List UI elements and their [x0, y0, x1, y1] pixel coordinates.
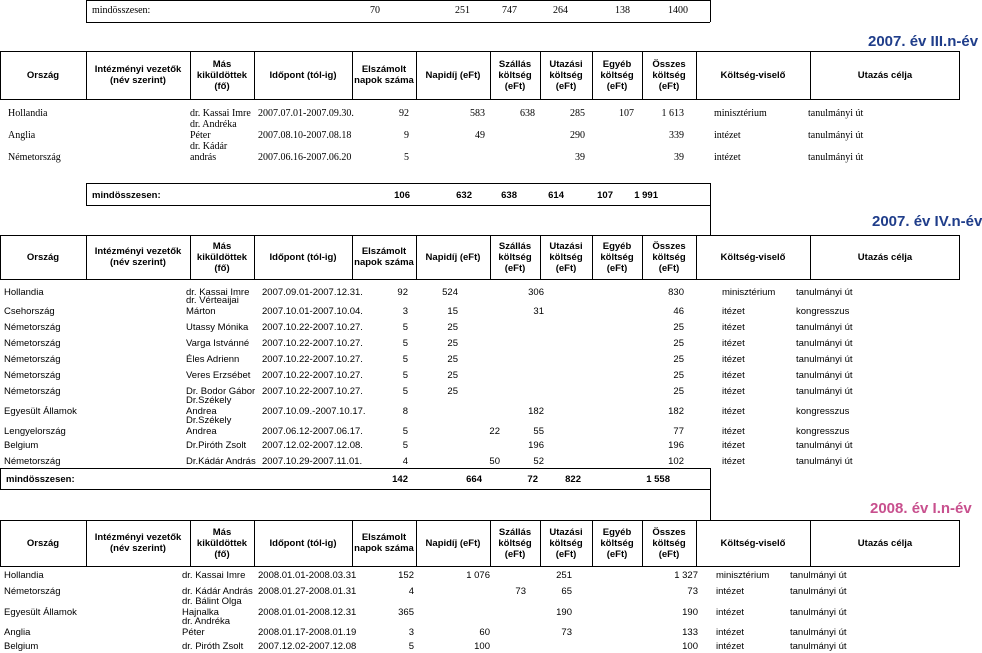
cell-bearer: intézet: [716, 607, 744, 618]
header-lodging: (eFt): [504, 263, 526, 274]
header-others: Más: [212, 59, 232, 70]
header-other: Egyéb: [602, 241, 632, 252]
cell-purpose: tanulmányi út: [790, 641, 847, 652]
cell-country: Németország: [4, 354, 61, 365]
cell-purpose: tanulmányi út: [796, 338, 853, 349]
cell-days: 5: [408, 641, 414, 652]
header-period: Időpont (tól-ig): [269, 70, 337, 81]
header-travel: költség: [549, 538, 583, 549]
cell-person: Andrea: [186, 426, 217, 437]
cell-purpose: tanulmányi út: [796, 456, 853, 467]
table-row: [0, 639, 960, 653]
cell-person: dr. Bálint Olga: [182, 596, 242, 607]
cell-lodging: 22: [489, 426, 500, 437]
summary-days: 142: [392, 474, 408, 485]
table-row: [0, 566, 960, 582]
header-total: költség: [652, 70, 686, 81]
summary-label: mindösszesen:: [92, 190, 161, 201]
cell-person: dr. Kassai Imre: [190, 108, 251, 119]
cell-person: Dr.Piróth Zsolt: [186, 440, 247, 451]
summary-value: 264: [553, 5, 568, 16]
header-purpose: Utazás célja: [857, 252, 913, 263]
cell-perdiem: 25: [447, 386, 458, 397]
cell-country: Németország: [4, 456, 61, 467]
cell-bearer: itézet: [722, 440, 745, 451]
cell-purpose: tanulmányi út: [808, 152, 864, 163]
header-lodging: költség: [498, 70, 532, 81]
cell-days: 4: [408, 586, 414, 597]
header-others: (fő): [214, 549, 230, 560]
cell-perdiem: 25: [447, 354, 458, 365]
header-travel: költség: [549, 252, 583, 263]
cell-period: 2007.10.09.-2007.10.17.: [262, 406, 366, 417]
summary-travel: 614: [548, 190, 564, 201]
header-country: Ország: [26, 538, 60, 549]
cell-total: 133: [682, 627, 698, 638]
header-other: (eFt): [606, 263, 628, 274]
cell-purpose: tanulmányi út: [796, 354, 853, 365]
summary-total: 1 558: [646, 474, 670, 485]
cell-travel: 285: [570, 108, 585, 119]
cell-days: 5: [402, 370, 408, 381]
header-lodging: (eFt): [504, 549, 526, 560]
cell-purpose: tanulmányi út: [796, 287, 853, 298]
header-lodging: költség: [498, 538, 532, 549]
cell-bearer: itézet: [722, 386, 745, 397]
cell-bearer: intézet: [716, 586, 744, 597]
cell-travel: 39: [575, 152, 585, 163]
table-row: [0, 598, 960, 619]
cell-person: Dr.Kádár András: [186, 456, 256, 467]
header-days: Elszámolt: [361, 532, 407, 543]
header-days: napok száma: [354, 75, 414, 86]
cell-other: 107: [619, 108, 634, 119]
cell-perdiem: 25: [447, 370, 458, 381]
cell-country: Anglia: [4, 627, 31, 638]
cell-period: 2007.08.10-2007.08.18: [258, 130, 352, 141]
header-lodging: Szállás: [498, 59, 532, 70]
cell-travel: 52: [533, 456, 544, 467]
cell-total: 830: [668, 287, 684, 298]
cell-total: 190: [682, 607, 698, 618]
section-title: 2008. év I.n-év: [870, 500, 972, 517]
cell-perdiem: 524: [442, 287, 458, 298]
summary-label: mindösszesen:: [6, 474, 75, 485]
cell-person: Dr. Bodor Gábor: [186, 386, 256, 397]
cell-period: 2007.10.01-2007.10.04.: [262, 306, 363, 317]
cell-country: Németország: [4, 370, 61, 381]
cell-purpose: tanulmányi út: [790, 627, 847, 638]
cell-bearer: itézet: [722, 338, 745, 349]
cell-lodging: 50: [489, 456, 500, 467]
cell-days: 3: [408, 627, 414, 638]
header-days: Elszámolt: [361, 246, 407, 257]
cell-person: dr. Kassai Imre: [182, 570, 246, 581]
header-lodging: Szállás: [498, 241, 532, 252]
cell-period: 2007.10.22-2007.10.27.: [262, 322, 363, 333]
cell-bearer: itézet: [722, 354, 745, 365]
cell-travel: 55: [533, 426, 544, 437]
cell-purpose: kongresszus: [796, 426, 850, 437]
cell-days: 5: [402, 322, 408, 333]
cell-total: 339: [669, 130, 684, 141]
cell-days: 5: [402, 354, 408, 365]
header-other: Egyéb: [602, 527, 632, 538]
table-row: [0, 382, 960, 398]
cell-country: Hollandia: [4, 287, 44, 298]
cell-person: Éles Adrienn: [186, 354, 240, 365]
cell-perdiem: 1 076: [466, 570, 490, 581]
cell-purpose: kongresszus: [796, 306, 850, 317]
header-leader: (név szerint): [110, 75, 166, 86]
cell-bearer: intézet: [714, 130, 741, 141]
header-others: (fő): [214, 81, 230, 92]
cell-period: 2008.01.27-2008.01.31: [258, 586, 357, 597]
header-travel: költség: [549, 70, 583, 81]
header-lodging: költség: [498, 252, 532, 263]
cell-purpose: tanulmányi út: [796, 322, 853, 333]
cell-purpose: tanulmányi út: [790, 607, 847, 618]
header-travel: (eFt): [555, 549, 577, 560]
cell-total: 73: [687, 586, 698, 597]
cell-country: Csehország: [4, 306, 55, 317]
summary-label: mindösszesen:: [92, 5, 151, 16]
summary-value: 747: [502, 5, 517, 16]
cell-bearer: itézet: [722, 426, 745, 437]
cell-days: 365: [398, 607, 414, 618]
header-bearer: Költség-viselő: [720, 538, 786, 549]
header-bearer: Költség-viselő: [720, 70, 786, 81]
cell-person: Hajnalka: [182, 607, 219, 618]
cell-travel: 196: [528, 440, 544, 451]
cell-days: 8: [402, 406, 408, 417]
header-total: Összes: [652, 527, 686, 538]
cell-perdiem: 583: [470, 108, 485, 119]
cell-travel: 190: [556, 607, 572, 618]
cell-period: 2008.01.17-2008.01.19: [258, 627, 357, 638]
cell-total: 25: [673, 322, 684, 333]
cell-person: Utassy Mónika: [186, 322, 249, 333]
cell-purpose: tanulmányi út: [796, 386, 853, 397]
header-other: költség: [600, 70, 634, 81]
cell-bearer: intézet: [714, 152, 741, 163]
cell-person: Márton: [186, 306, 216, 317]
cell-total: 25: [673, 338, 684, 349]
summary-perdiem: 664: [466, 474, 482, 485]
table-row: [0, 366, 960, 382]
cell-period: 2008.01.01-2008.03.31: [258, 570, 357, 581]
header-others: kiküldöttek: [196, 538, 248, 549]
cell-bearer: itézet: [722, 322, 745, 333]
cell-country: Hollandia: [4, 570, 44, 581]
summary-travel: 822: [565, 474, 581, 485]
cell-person: Varga Istvánné: [186, 338, 250, 349]
cell-purpose: tanulmányi út: [796, 440, 853, 451]
header-days: napok száma: [354, 257, 414, 268]
section-title: 2007. év IV.n-év: [872, 213, 982, 230]
table-row: [0, 350, 960, 366]
cell-country: Hollandia: [8, 108, 48, 119]
cell-country: Belgium: [4, 440, 39, 451]
cell-perdiem: 100: [474, 641, 490, 652]
section-title: 2007. év III.n-év: [868, 33, 979, 50]
cell-lodging: 73: [515, 586, 526, 597]
table-row: [0, 452, 960, 468]
header-other: Egyéb: [602, 59, 632, 70]
cell-country: Németország: [4, 386, 61, 397]
header-total: (eFt): [658, 549, 680, 560]
cell-total: 196: [668, 440, 684, 451]
header-bearer: Költség-viselő: [720, 252, 786, 263]
cell-travel: 306: [528, 287, 544, 298]
cell-lodging: 638: [520, 108, 535, 119]
header-leader: (név szerint): [110, 543, 166, 554]
header-others: kiküldöttek: [196, 252, 248, 263]
cell-purpose: tanulmányi út: [808, 108, 864, 119]
cell-perdiem: 60: [479, 627, 490, 638]
header-period: Időpont (tól-ig): [269, 538, 337, 549]
cell-person: dr. Andréka: [190, 119, 237, 130]
cell-total: 77: [673, 426, 684, 437]
cell-purpose: tanulmányi út: [790, 586, 847, 597]
cell-purpose: tanulmányi út: [790, 570, 847, 581]
table-row: [0, 120, 960, 142]
cell-person: dr. Kádár: [190, 141, 228, 152]
cell-country: Egyesült Államok: [4, 607, 77, 618]
cell-days: 92: [397, 287, 408, 298]
cell-country: Németország: [4, 338, 61, 349]
cell-total: 182: [668, 406, 684, 417]
cell-days: 9: [404, 130, 409, 141]
cell-person: dr. Vérteaijai: [186, 295, 239, 306]
cell-country: Németország: [4, 322, 61, 333]
cell-person: dr. Kádár András: [182, 586, 253, 597]
header-others: (fő): [214, 263, 230, 274]
summary-value: 70: [370, 5, 380, 16]
column-header-row: [0, 520, 960, 566]
table-row: [0, 279, 960, 299]
cell-bearer: intézet: [716, 627, 744, 638]
cell-period: 2007.12.02-2007.12.08: [258, 641, 357, 652]
cell-bearer: minisztérium: [714, 108, 767, 119]
cell-person: dr. Piróth Zsolt: [182, 641, 244, 652]
table-row: [0, 395, 960, 418]
cell-days: 5: [402, 338, 408, 349]
cell-total: 25: [673, 354, 684, 365]
cell-travel: 73: [561, 627, 572, 638]
column-header-row: [0, 235, 960, 279]
header-days: Elszámolt: [361, 64, 407, 75]
cell-person: Dr.Székely: [186, 415, 232, 426]
cell-days: 152: [398, 570, 414, 581]
cell-travel: 251: [556, 570, 572, 581]
cell-country: Egyesült Államok: [4, 406, 77, 417]
summary-lodging: 72: [527, 474, 538, 485]
header-travel: Utazási: [549, 59, 583, 70]
header-travel: Utazási: [549, 241, 583, 252]
column-header-row: [0, 51, 960, 99]
header-total: költség: [652, 538, 686, 549]
cell-travel: 65: [561, 586, 572, 597]
header-total: Összes: [652, 59, 686, 70]
table-row: [0, 438, 960, 452]
header-others: kiküldöttek: [196, 70, 248, 81]
header-leader: Intézményi vezetők: [94, 532, 182, 543]
cell-person: Péter: [190, 130, 211, 141]
cell-total: 100: [682, 641, 698, 652]
summary-other: 107: [597, 190, 613, 201]
table-row: [0, 295, 960, 318]
header-days: napok száma: [354, 543, 414, 554]
summary-value: 138: [615, 5, 630, 16]
cell-travel: 290: [570, 130, 585, 141]
cell-bearer: itézet: [722, 456, 745, 467]
summary-value: 1400: [668, 5, 688, 16]
cell-days: 4: [402, 456, 408, 467]
table-row: [0, 142, 960, 164]
cell-country: Németország: [8, 152, 61, 163]
cell-period: 2007.06.12-2007.06.17.: [262, 426, 363, 437]
cell-perdiem: 25: [447, 322, 458, 333]
cell-bearer: minisztérium: [722, 287, 776, 298]
header-leader: (név szerint): [110, 257, 166, 268]
cell-bearer: intézet: [716, 641, 744, 652]
cell-days: 5: [402, 426, 408, 437]
cell-purpose: tanulmányi út: [796, 370, 853, 381]
cell-days: 3: [402, 306, 408, 317]
summary-total: 1 991: [634, 190, 658, 201]
table-row: [0, 100, 960, 120]
header-travel: Utazási: [549, 527, 583, 538]
header-other: (eFt): [606, 549, 628, 560]
cell-period: 2007.12.02-2007.12.08.: [262, 440, 363, 451]
cell-purpose: tanulmányi út: [808, 130, 864, 141]
table-row: [0, 616, 960, 639]
table-row: [0, 415, 960, 438]
cell-bearer: itézet: [722, 306, 745, 317]
cell-total: 46: [673, 306, 684, 317]
cell-days: 5: [404, 152, 409, 163]
cell-total: 25: [673, 370, 684, 381]
cell-travel: 182: [528, 406, 544, 417]
cell-country: Belgium: [4, 641, 39, 652]
header-lodging: Szállás: [498, 527, 532, 538]
summary-value: 251: [455, 5, 470, 16]
table-row: [0, 582, 960, 598]
cell-person: dr. Kassai Imre: [186, 287, 250, 298]
cell-perdiem: 15: [447, 306, 458, 317]
cell-bearer: itézet: [722, 370, 745, 381]
header-perdiem: Napidíj (eFt): [425, 70, 481, 81]
cell-person: andrás: [190, 152, 217, 163]
cell-days: 5: [402, 386, 408, 397]
header-other: költség: [600, 252, 634, 263]
header-lodging: (eFt): [504, 81, 526, 92]
cell-perdiem: 25: [447, 338, 458, 349]
cell-days: 5: [402, 440, 408, 451]
header-period: Időpont (tól-ig): [269, 252, 337, 263]
header-other: költség: [600, 538, 634, 549]
header-country: Ország: [26, 70, 60, 81]
cell-period: 2007.10.22-2007.10.27.: [262, 338, 363, 349]
cell-period: 2007.10.29-2007.11.01.: [262, 456, 363, 467]
header-perdiem: Napidíj (eFt): [425, 538, 481, 549]
cell-total: 25: [673, 386, 684, 397]
cell-period: 2007.10.22-2007.10.27.: [262, 386, 363, 397]
cell-period: 2007.06.16-2007.06.20: [258, 152, 352, 163]
cell-period: 2007.07.01-2007.09.30.: [258, 108, 354, 119]
summary-days: 106: [394, 190, 410, 201]
cell-person: dr. Andréka: [182, 616, 231, 627]
header-others: Más: [212, 241, 232, 252]
header-travel: (eFt): [555, 263, 577, 274]
cell-total: 1 327: [674, 570, 698, 581]
cell-total: 102: [668, 456, 684, 467]
cell-period: 2008.01.01-2008.12.31: [258, 607, 357, 618]
cell-country: Lengyelország: [4, 426, 66, 437]
summary-perdiem: 632: [456, 190, 472, 201]
cell-country: Németország: [4, 586, 61, 597]
header-country: Ország: [26, 252, 60, 263]
header-travel: (eFt): [555, 81, 577, 92]
table-row: [0, 318, 960, 334]
header-purpose: Utazás célja: [857, 70, 913, 81]
header-leader: Intézményi vezetők: [94, 246, 182, 257]
cell-period: 2007.09.01-2007.12.31.: [262, 287, 363, 298]
header-purpose: Utazás célja: [857, 538, 913, 549]
cell-bearer: itézet: [722, 406, 745, 417]
header-other: (eFt): [606, 81, 628, 92]
header-total: Összes: [652, 241, 686, 252]
cell-travel: 31: [533, 306, 544, 317]
cell-period: 2007.10.22-2007.10.27.: [262, 370, 363, 381]
cell-person: Veres Erzsébet: [186, 370, 251, 381]
header-total: (eFt): [658, 81, 680, 92]
header-others: Más: [212, 527, 232, 538]
cell-bearer: minisztérium: [716, 570, 770, 581]
table-row: [0, 334, 960, 350]
header-total: költség: [652, 252, 686, 263]
cell-country: Anglia: [8, 130, 36, 141]
header-perdiem: Napidíj (eFt): [425, 252, 481, 263]
header-leader: Intézményi vezetők: [94, 64, 182, 75]
cell-person: Dr.Székely: [186, 395, 232, 406]
header-total: (eFt): [658, 263, 680, 274]
cell-total: 39: [674, 152, 684, 163]
cell-perdiem: 49: [475, 130, 485, 141]
cell-period: 2007.10.22-2007.10.27.: [262, 354, 363, 365]
summary-lodging: 638: [501, 190, 517, 201]
cell-total: 1 613: [661, 108, 684, 119]
cell-person: Andrea: [186, 406, 217, 417]
cell-purpose: kongresszus: [796, 406, 850, 417]
cell-days: 92: [399, 108, 409, 119]
cell-person: Péter: [182, 627, 205, 638]
